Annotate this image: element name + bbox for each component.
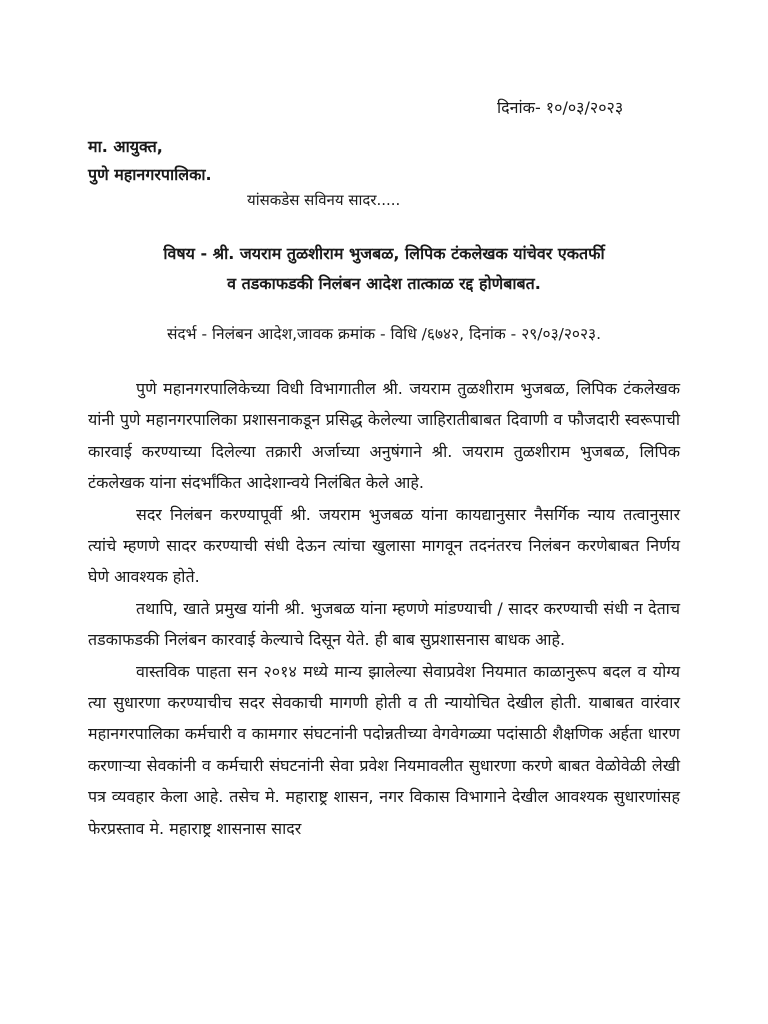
addressee-title: मा. आयुक्त, <box>88 137 163 156</box>
body-paragraph-3: तथापि, खाते प्रमुख यांनी श्री. भुजबळ यांना म्हणणे मांडण्याची / सादर करण्याची संधी न देताच तडकाफडकी निलंबन कारवाई केल्याचे दिसून येते. ही बाब सुप्रशासनास बाधक आहे. <box>88 598 680 650</box>
body-paragraph-2: सदर निलंबन करण्यापूर्वी श्री. जयराम भुजबळ यांना कायद्यानुसार नैसर्गिक न्याय तत्वानुसार त्यांचे म्हणणे सादर करण्याची संधी देऊन त्यांचा खुलासा मागवून तदनंतरच निलंबन करणेबाबत निर्णय घेणे आवश्यक होते. <box>88 504 680 587</box>
reference-line: संदर्भ - निलंबन आदेश,जावक क्रमांक - विधि /६७४२, दिनांक - २९/०३/२०२३. <box>166 325 602 343</box>
addressee-organization: पुणे महानगरपालिका. <box>88 165 212 184</box>
body-paragraph-1: पुणे महानगरपालिकेच्या विधी विभागातील श्री. जयराम तुळशीराम भुजबळ, लिपिक टंकलेखक यांनी पुणे महानगरपालिका प्रशासनाकडून प्रसिद्ध केलेल्या जाहिरातीबाबत दिवाणी व फौजदारी स्वरूपाची कारवाई करण्याच्या दिलेल्या तक्रारी अर्जाच्या अनुषंगाने श्री. जयराम तुळशीराम भुजबळ, लिपिक टंकलेखक यांना संदर्भांकित आदेशान्वये निलंबित केले आहे. <box>88 379 680 493</box>
subject-block <box>88 239 680 299</box>
submitted-to-line: यांसकडेस सविनय सादर..... <box>247 191 401 209</box>
body-paragraph-4: वास्तविक पाहता सन २०१४ मध्ये मान्य झालेल्या सेवाप्रवेश नियमात काळानुरूप बदल व योग्य त्या सुधारणा करण्याचीच सदर सेवकाची मागणी होती व ती न्यायोचित देखील होती. याबाबत वारंवार महानगरपालिका कर्मचारी व कामगार संघटनांनी पदोन्नतीच्या वेगवेगळ्या पदांसाठी शैक्षणिक अर्हता धारण करणाऱ्या सेवकांनी व कर्मचारी संघटनांनी सेवा प्रवेश नियमावलीत सुधारणा करणे बाबत वेळोवेळी लेखी पत्र व्यवहार केला आहे. तसेच मे. महाराष्ट्र शासन, नगर विकास विभागाने देखील आवश्यक सुधारणांसह फेरप्रस्ताव मे. महाराष्ट्र शासनास सादर <box>88 661 680 838</box>
addressee-block <box>88 133 212 189</box>
subject-line-1: विषय - श्री. जयराम तुळशीराम भुजबळ, लिपिक टंकलेखक यांचेवर एकतर्फी <box>163 244 605 263</box>
subject-line-2: व तडकाफडकी निलंबन आदेश तात्काळ रद्द होणेबाबत. <box>227 274 541 293</box>
letter-body <box>88 373 680 844</box>
letter-date: दिनांक- १०/०३/२०२३ <box>497 98 624 117</box>
